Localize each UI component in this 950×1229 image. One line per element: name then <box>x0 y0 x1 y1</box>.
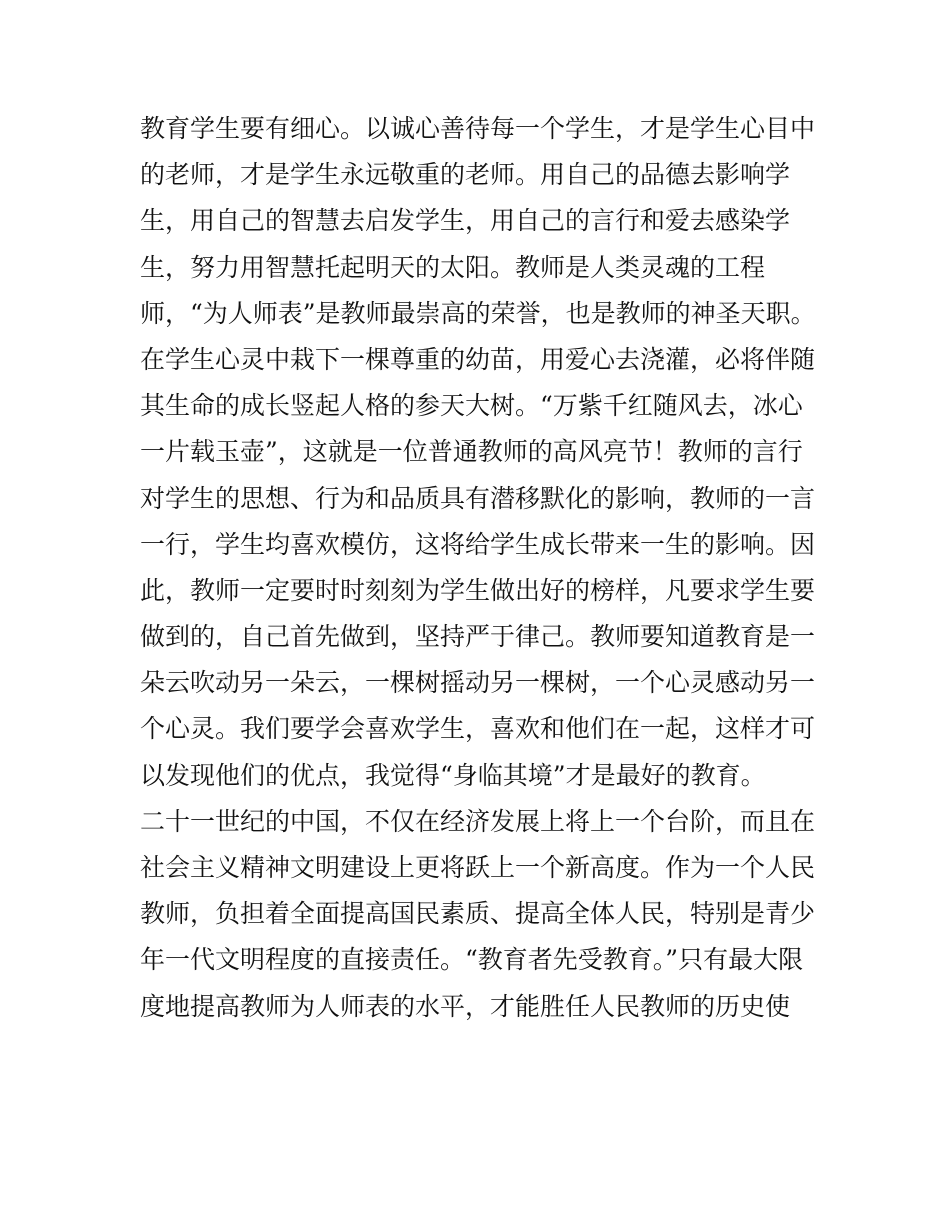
text-line: 以发现他们的优点，我觉得“身临其境”才是最好的教育。 <box>140 760 766 790</box>
text-line: 一片载玉壶”，这就是一位普通教师的高风亮节！教师的言行 <box>140 437 803 467</box>
text-line: 一行，学生均喜欢模仿，这将给学生成长带来一生的影响。因 <box>140 529 816 559</box>
text-line: 朵云吹动另一朵云，一棵树摇动另一棵树，一个心灵感动另一 <box>140 668 816 698</box>
text-line: 个心灵。我们要学会喜欢学生，喜欢和他们在一起，这样才可 <box>140 714 816 744</box>
text-line: 的老师，才是学生永远敬重的老师。用自己的品德去影响学 <box>140 160 791 190</box>
body-text <box>140 106 820 1030</box>
text-line: 教育学生要有细心。以诚心善待每一个学生，才是学生心目中 <box>140 114 816 143</box>
text-line: 生，努力用智慧托起明天的太阳。教师是人类灵魂的工程 <box>140 252 766 282</box>
text-line: 师，“为人师表”是教师最崇高的荣誉，也是教师的神圣天职。 <box>140 298 816 328</box>
text-line: 对学生的思想、行为和品质具有潜移默化的影响，教师的一言 <box>140 483 816 513</box>
text-line: 年一代文明程度的直接责任。“教育者先受教育。”只有最大限 <box>140 945 804 975</box>
text-line: 其生命的成长竖起人格的参天大树。“万紫千红随风去，冰心 <box>140 391 803 421</box>
text-line: 在学生心灵中栽下一棵尊重的幼苗，用爱心去浇灌，必将伴随 <box>140 344 816 374</box>
text-line: 教师，负担着全面提高国民素质、提高全体人民，特别是青少 <box>140 899 816 929</box>
text-line: 此，教师一定要时时刻刻为学生做出好的榜样，凡要求学生要 <box>140 575 816 605</box>
text-line: 生，用自己的智慧去启发学生，用自己的言行和爱去感染学 <box>140 206 791 236</box>
text-line: 度地提高教师为人师表的水平，才能胜任人民教师的历史使 <box>140 991 791 1021</box>
text-line: 二十一世纪的中国，不仅在经济发展上将上一个台阶，而且在 <box>140 806 816 836</box>
text-line: 做到的，自己首先做到，坚持严于律己。教师要知道教育是一 <box>140 622 816 652</box>
text-line: 社会主义精神文明建设上更将跃上一个新高度。作为一个人民 <box>140 853 816 882</box>
